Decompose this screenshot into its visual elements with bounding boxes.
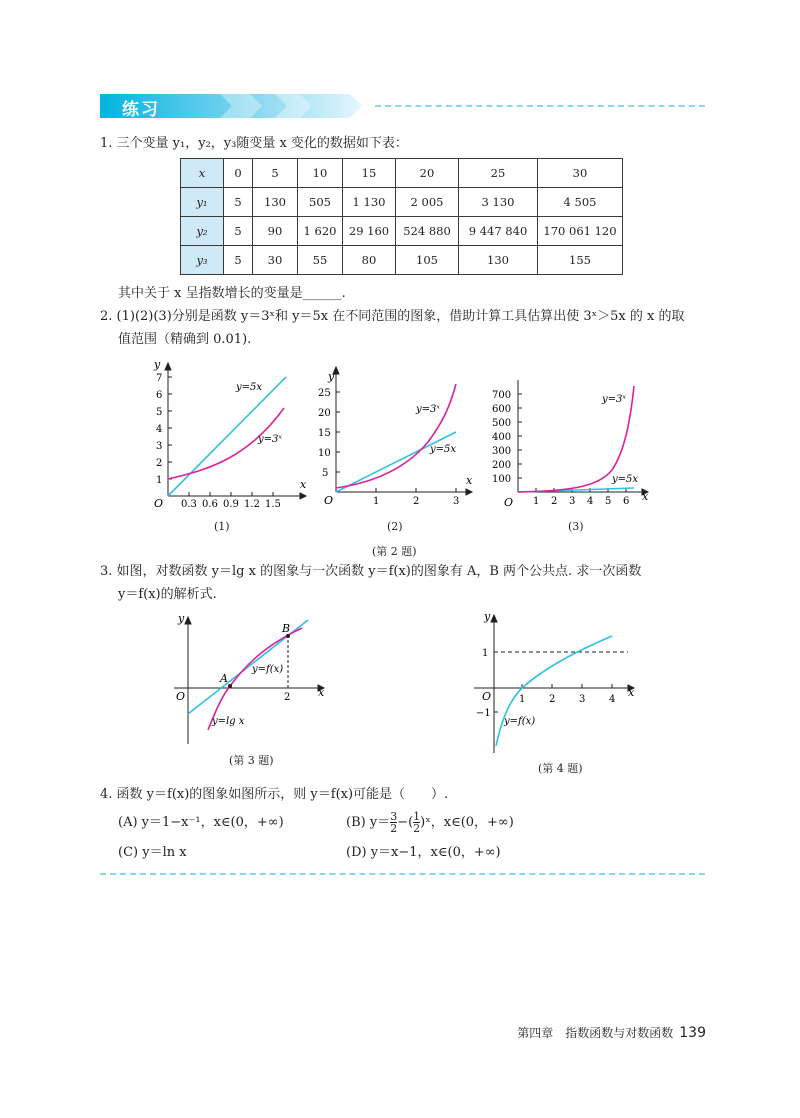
graph-caption: (3) — [568, 520, 584, 533]
table-cell: 80 — [343, 246, 396, 275]
label-fx: y=f(x) — [252, 664, 284, 675]
x-tick-label: 6 — [623, 496, 630, 507]
x-tick-label: 3 — [569, 496, 576, 507]
y-tick-label: 25 — [318, 388, 331, 399]
y-tick-label: −1 — [476, 708, 491, 719]
table-cell: x — [181, 159, 224, 188]
x-tick-label: 1.5 — [265, 499, 281, 510]
q4-option-c: (C) y＝ln x — [118, 845, 187, 860]
table-cell: 130 — [253, 188, 298, 217]
y-axis-label: y — [178, 612, 185, 625]
figure-caption: (第 3 题) — [229, 754, 274, 767]
option-b-prefix: (B) y＝ — [346, 815, 391, 830]
page-footer — [517, 1024, 706, 1041]
table-cell: 3 130 — [459, 188, 538, 217]
y-tick-label: 1 — [482, 648, 489, 659]
x-tick-label: 4 — [587, 496, 594, 507]
q2-graph-1 — [148, 360, 308, 510]
label-exp: y=3ˣ — [258, 434, 282, 445]
table-row — [181, 188, 623, 217]
x-tick-label: 1 — [373, 496, 380, 507]
q4-option-b — [346, 806, 514, 840]
x-axis-label: x — [466, 474, 473, 487]
q3-graph — [168, 610, 338, 750]
figure-caption: (第 4 题) — [538, 762, 583, 775]
q3-text-line2: y＝f(x)的解析式. — [118, 587, 217, 602]
table-cell: 1 130 — [343, 188, 396, 217]
q1-followup: 其中关于 x 呈指数增长的变量是______. — [118, 286, 346, 301]
x-tick-label: 1 — [519, 694, 526, 705]
table-cell: 0 — [224, 159, 253, 188]
table-cell: 30 — [538, 159, 623, 188]
y-tick-label: 500 — [492, 418, 512, 429]
label-exp: y=3ˣ — [416, 404, 440, 415]
label-line: y=5x — [430, 444, 457, 455]
table-cell: 4 505 — [538, 188, 623, 217]
page-number: 139 — [679, 1025, 706, 1041]
origin-label: O — [176, 690, 186, 703]
fraction-denominator: 2 — [413, 822, 421, 835]
table-row — [181, 246, 623, 275]
x-axis-label: x — [300, 478, 307, 491]
y-axis-label: y — [484, 610, 491, 623]
curve-3x — [336, 384, 456, 488]
y-tick-label: 6 — [156, 390, 163, 401]
x-tick-label: 4 — [609, 694, 616, 705]
q4-graph — [470, 608, 650, 758]
x-tick-label: 0.9 — [223, 499, 239, 510]
table-cell: 5 — [224, 188, 253, 217]
table-cell: 90 — [253, 217, 298, 246]
table-cell: 9 447 840 — [459, 217, 538, 246]
table-cell: y₂ — [181, 217, 224, 246]
x-tick-label: 3 — [453, 496, 460, 507]
x-tick-label: 0.6 — [202, 499, 218, 510]
x-tick-label: 2 — [284, 692, 291, 703]
graph-caption: (2) — [387, 520, 403, 533]
x-tick-label: 0.3 — [181, 499, 197, 510]
x-axis-label: x — [642, 490, 649, 503]
fraction-denominator: 2 — [390, 822, 398, 835]
table-cell: 5 — [253, 159, 298, 188]
y-tick-label: 5 — [156, 407, 163, 418]
y-tick-label: 1 — [156, 475, 163, 486]
y-tick-label: 400 — [492, 432, 512, 443]
point-a-label: A — [220, 672, 228, 685]
table-cell: 25 — [459, 159, 538, 188]
y-tick-label: 10 — [318, 448, 331, 459]
table-cell: y₃ — [181, 246, 224, 275]
table-cell: 2 005 — [396, 188, 459, 217]
x-axis-label: x — [318, 686, 325, 699]
origin-label: O — [504, 496, 514, 509]
banner-divider — [375, 105, 705, 107]
label-exp: y=3ˣ — [602, 394, 626, 405]
table-cell: 155 — [538, 246, 623, 275]
y-tick-label: 700 — [492, 390, 512, 401]
x-axis-label: x — [628, 686, 635, 699]
table-cell: 5 — [224, 246, 253, 275]
table-cell: 15 — [343, 159, 396, 188]
fraction-numerator: 1 — [413, 810, 421, 823]
q4-option-d: (D) y＝x−1，x∈(0，+∞) — [346, 845, 501, 860]
label-fx: y=f(x) — [504, 716, 536, 727]
y-tick-label: 600 — [492, 404, 512, 415]
label-line: y=5x — [236, 382, 263, 393]
table-cell: 30 — [253, 246, 298, 275]
y-tick-label: 2 — [156, 458, 163, 469]
table-cell: 505 — [298, 188, 343, 217]
y-tick-label: 300 — [492, 446, 512, 457]
point-b-label: B — [282, 622, 291, 635]
q4-option-a: (A) y＝1−x⁻¹，x∈(0，+∞) — [118, 815, 284, 830]
origin-label: O — [154, 497, 164, 510]
table-cell: 1 620 — [298, 217, 343, 246]
q2-graph-3 — [484, 374, 654, 510]
x-tick-label: 2 — [551, 496, 558, 507]
x-tick-label: 2 — [549, 694, 556, 705]
x-tick-label: 1.2 — [244, 499, 260, 510]
x-tick-label: 5 — [605, 496, 612, 507]
y-axis-label: y — [154, 360, 161, 371]
table-cell: 5 — [224, 217, 253, 246]
option-b-suffix: )ˣ，x∈(0，+∞) — [420, 815, 514, 830]
x-tick-label: 2 — [413, 496, 420, 507]
figure-caption: (第 2 题) — [372, 545, 417, 558]
table-cell: y₁ — [181, 188, 224, 217]
section-title: 练习 — [122, 100, 160, 120]
section-end-divider — [100, 873, 705, 875]
q4-text: 4. 函数 y＝f(x)的图象如图所示，则 y＝f(x)可能是（ ）. — [100, 787, 449, 802]
origin-label: O — [482, 690, 492, 703]
table-cell: 55 — [298, 246, 343, 275]
y-tick-label: 7 — [156, 373, 163, 384]
y-tick-label: 100 — [492, 474, 512, 485]
table-cell: 130 — [459, 246, 538, 275]
origin-label: O — [324, 494, 334, 507]
q2-graph-2 — [318, 366, 478, 510]
table-cell: 105 — [396, 246, 459, 275]
y-tick-label: 3 — [156, 441, 163, 452]
graph-caption: (1) — [214, 520, 230, 533]
option-b-minus: −( — [397, 815, 414, 830]
q2-text-line1: 2. (1)(2)(3)分别是函数 y＝3ˣ和 y＝5x 在不同范围的图象，借助计算工具估算出使 3ˣ＞5x 的 x 的取 — [100, 309, 685, 324]
table-cell: 170 061 120 — [538, 217, 623, 246]
q2-text-line2: 值范围（精确到 0.01). — [118, 332, 252, 347]
q1-data-table — [180, 158, 623, 275]
y-axis-label: y — [328, 370, 335, 383]
y-tick-label: 5 — [322, 468, 329, 479]
fraction-numerator: 3 — [390, 810, 398, 823]
table-cell: 20 — [396, 159, 459, 188]
line-5x — [336, 432, 456, 492]
table-cell: 29 160 — [343, 217, 396, 246]
label-line: y=5x — [612, 474, 639, 485]
label-lgx: y=lg x — [212, 716, 245, 727]
y-tick-label: 4 — [156, 424, 163, 435]
y-tick-label: 20 — [318, 408, 331, 419]
q1-text: 1. 三个变量 y₁，y₂，y₃随变量 x 变化的数据如下表： — [100, 136, 408, 151]
y-tick-label: 15 — [318, 428, 331, 439]
y-tick-label: 200 — [492, 460, 512, 471]
x-tick-label: 3 — [579, 694, 586, 705]
chapter-title: 第四章 指数函数与对数函数 — [517, 1026, 674, 1040]
x-tick-label: 1 — [533, 496, 540, 507]
table-row — [181, 159, 623, 188]
q3-text-line1: 3. 如图，对数函数 y＝lg x 的图象与一次函数 y＝f(x)的图象有 A，B 两个公共点. 求一次函数 — [100, 564, 642, 579]
table-cell: 524 880 — [396, 217, 459, 246]
table-row — [181, 217, 623, 246]
table-cell: 10 — [298, 159, 343, 188]
